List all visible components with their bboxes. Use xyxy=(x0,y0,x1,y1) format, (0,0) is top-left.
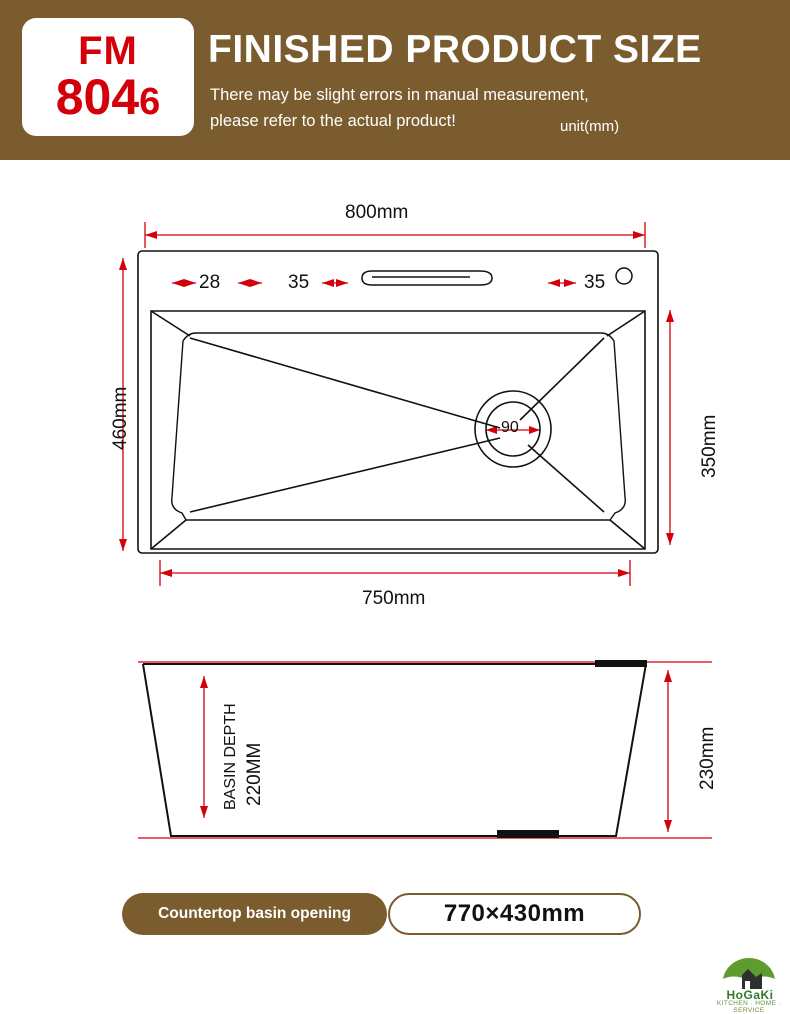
dim-overall-height: 460mm xyxy=(110,386,131,450)
dim-overall-depth: 230mm xyxy=(697,726,718,790)
opening-label-pill xyxy=(122,893,387,935)
unit-label: unit(mm) xyxy=(560,118,620,135)
brand-name: HoGaKi xyxy=(726,988,774,1002)
sink-outline xyxy=(138,251,658,553)
rim-detail xyxy=(595,660,647,667)
opening-value: 770×430mm xyxy=(443,900,586,927)
value-basin-depth: 220MM xyxy=(244,742,265,806)
opening-value-box xyxy=(388,893,641,935)
brand-tagline: KITCHEN · HOME · SERVICE xyxy=(716,1000,782,1014)
opening-label: Countertop basin opening xyxy=(158,905,351,922)
dim-hole-2: 35 xyxy=(288,272,310,293)
note-line-2: please refer to the actual product! xyxy=(210,112,456,130)
dim-drain: 90 xyxy=(501,419,519,436)
page-title: FINISHED PRODUCT SIZE xyxy=(208,28,702,71)
dim-hole-1: 28 xyxy=(199,272,221,293)
model-prefix: FM xyxy=(78,29,138,73)
note-line-1: There may be slight errors in manual measurement, xyxy=(210,86,589,104)
dim-overall-width: 800mm xyxy=(345,202,409,223)
label-basin-depth: BASIN DEPTH xyxy=(222,703,239,810)
drain-detail xyxy=(497,830,559,838)
model-number-suffix: 6 xyxy=(139,81,161,123)
dim-bowl-width: 750mm xyxy=(362,588,426,609)
model-number-main: 804 xyxy=(55,69,140,125)
dim-hole-3: 35 xyxy=(584,272,606,293)
dim-bowl-height: 350mm xyxy=(699,414,720,478)
